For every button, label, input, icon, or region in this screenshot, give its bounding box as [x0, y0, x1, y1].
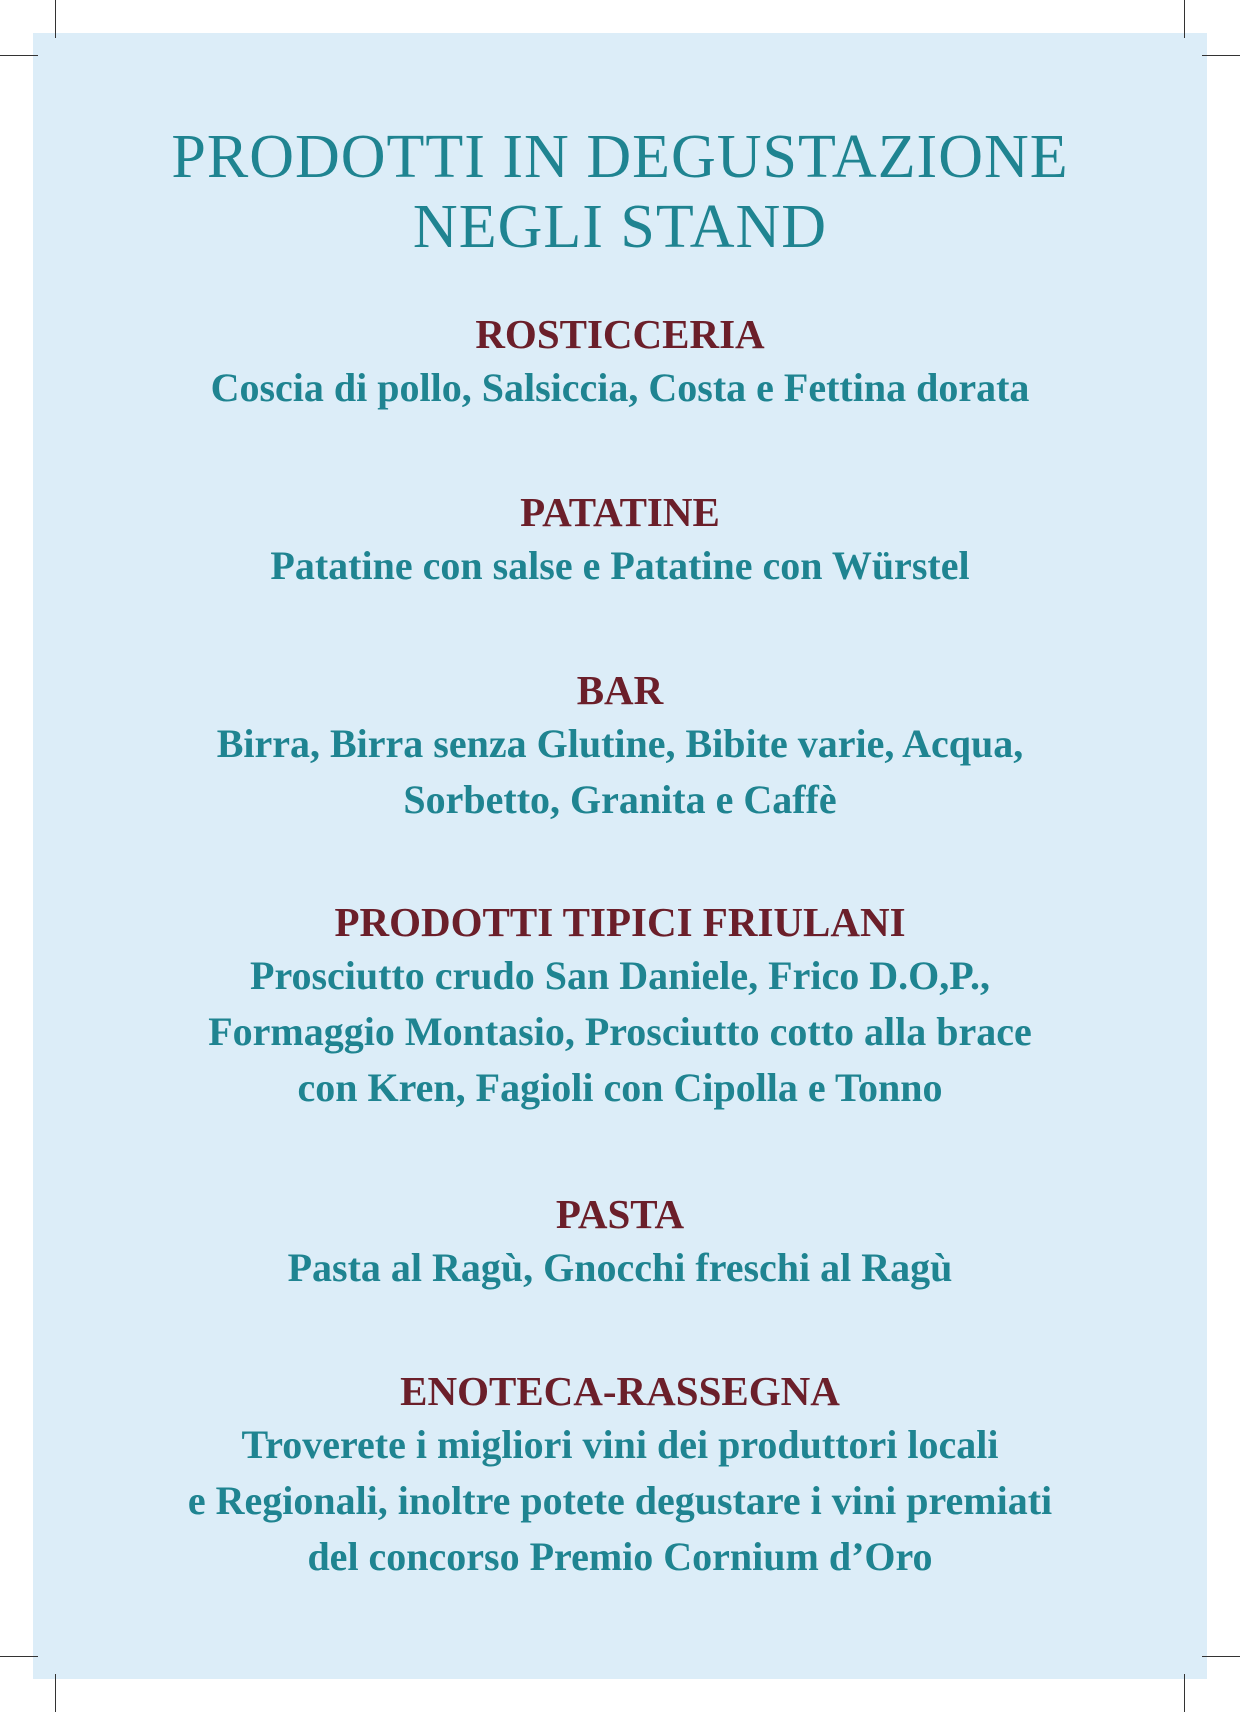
section-heading: PASTA: [555, 1191, 685, 1237]
section-text-line: del concorso Premio Cornium d’Oro: [307, 1534, 933, 1579]
section-text-line: Sorbetto, Granita e Caffè: [403, 777, 837, 822]
page-title-line-1: PRODOTTI IN DEGUSTAZIONE: [171, 123, 1069, 191]
section-heading: BAR: [576, 667, 664, 713]
crop-mark-bottom-left-vertical: [55, 1674, 56, 1712]
section-text-line: con Kren, Fagioli con Cipolla e Tonno: [297, 1065, 943, 1110]
section-text-line: Patatine con salse e Patatine con Würstel: [270, 543, 970, 588]
section-text-line: Pasta al Ragù, Gnocchi freschi al Ragù: [287, 1245, 953, 1290]
crop-mark-bottom-left-horizontal: [0, 1656, 38, 1657]
section-heading: PRODOTTI TIPICI FRIULANI: [334, 899, 906, 945]
section-heading: ROSTICCERIA: [475, 311, 765, 357]
page-title-line-2: NEGLI STAND: [412, 193, 828, 261]
section-text-line: Birra, Birra senza Glutine, Bibite varie, Acqua,: [216, 721, 1024, 766]
page-title: [0, 122, 1240, 262]
section-prodotti-tipici-friulani: [0, 896, 1240, 1116]
crop-mark-top-left-vertical: [55, 0, 56, 38]
section-bar: [0, 664, 1240, 828]
crop-mark-top-right-vertical: [1184, 0, 1185, 38]
section-patatine: [0, 486, 1240, 594]
section-rosticceria: [0, 308, 1240, 416]
section-text-line: Prosciutto crudo San Daniele, Frico D.O,P.,: [250, 953, 990, 998]
crop-mark-top-right-horizontal: [1202, 55, 1240, 56]
section-text-line: Troverete i migliori vini dei produttori locali: [241, 1422, 999, 1467]
section-enoteca-rassegna: [0, 1365, 1240, 1585]
section-text-line: e Regionali, inoltre potete degustare i vini premiati: [187, 1478, 1053, 1523]
crop-mark-bottom-right-horizontal: [1202, 1656, 1240, 1657]
crop-mark-top-left-horizontal: [0, 55, 38, 56]
section-heading: PATATINE: [520, 489, 720, 535]
section-heading: ENOTECA-RASSEGNA: [400, 1368, 840, 1414]
section-text-line: Coscia di pollo, Salsiccia, Costa e Fettina dorata: [210, 365, 1030, 410]
crop-mark-bottom-right-vertical: [1184, 1674, 1185, 1712]
section-pasta: [0, 1188, 1240, 1296]
section-text-line: Formaggio Montasio, Prosciutto cotto alla brace: [208, 1009, 1032, 1054]
